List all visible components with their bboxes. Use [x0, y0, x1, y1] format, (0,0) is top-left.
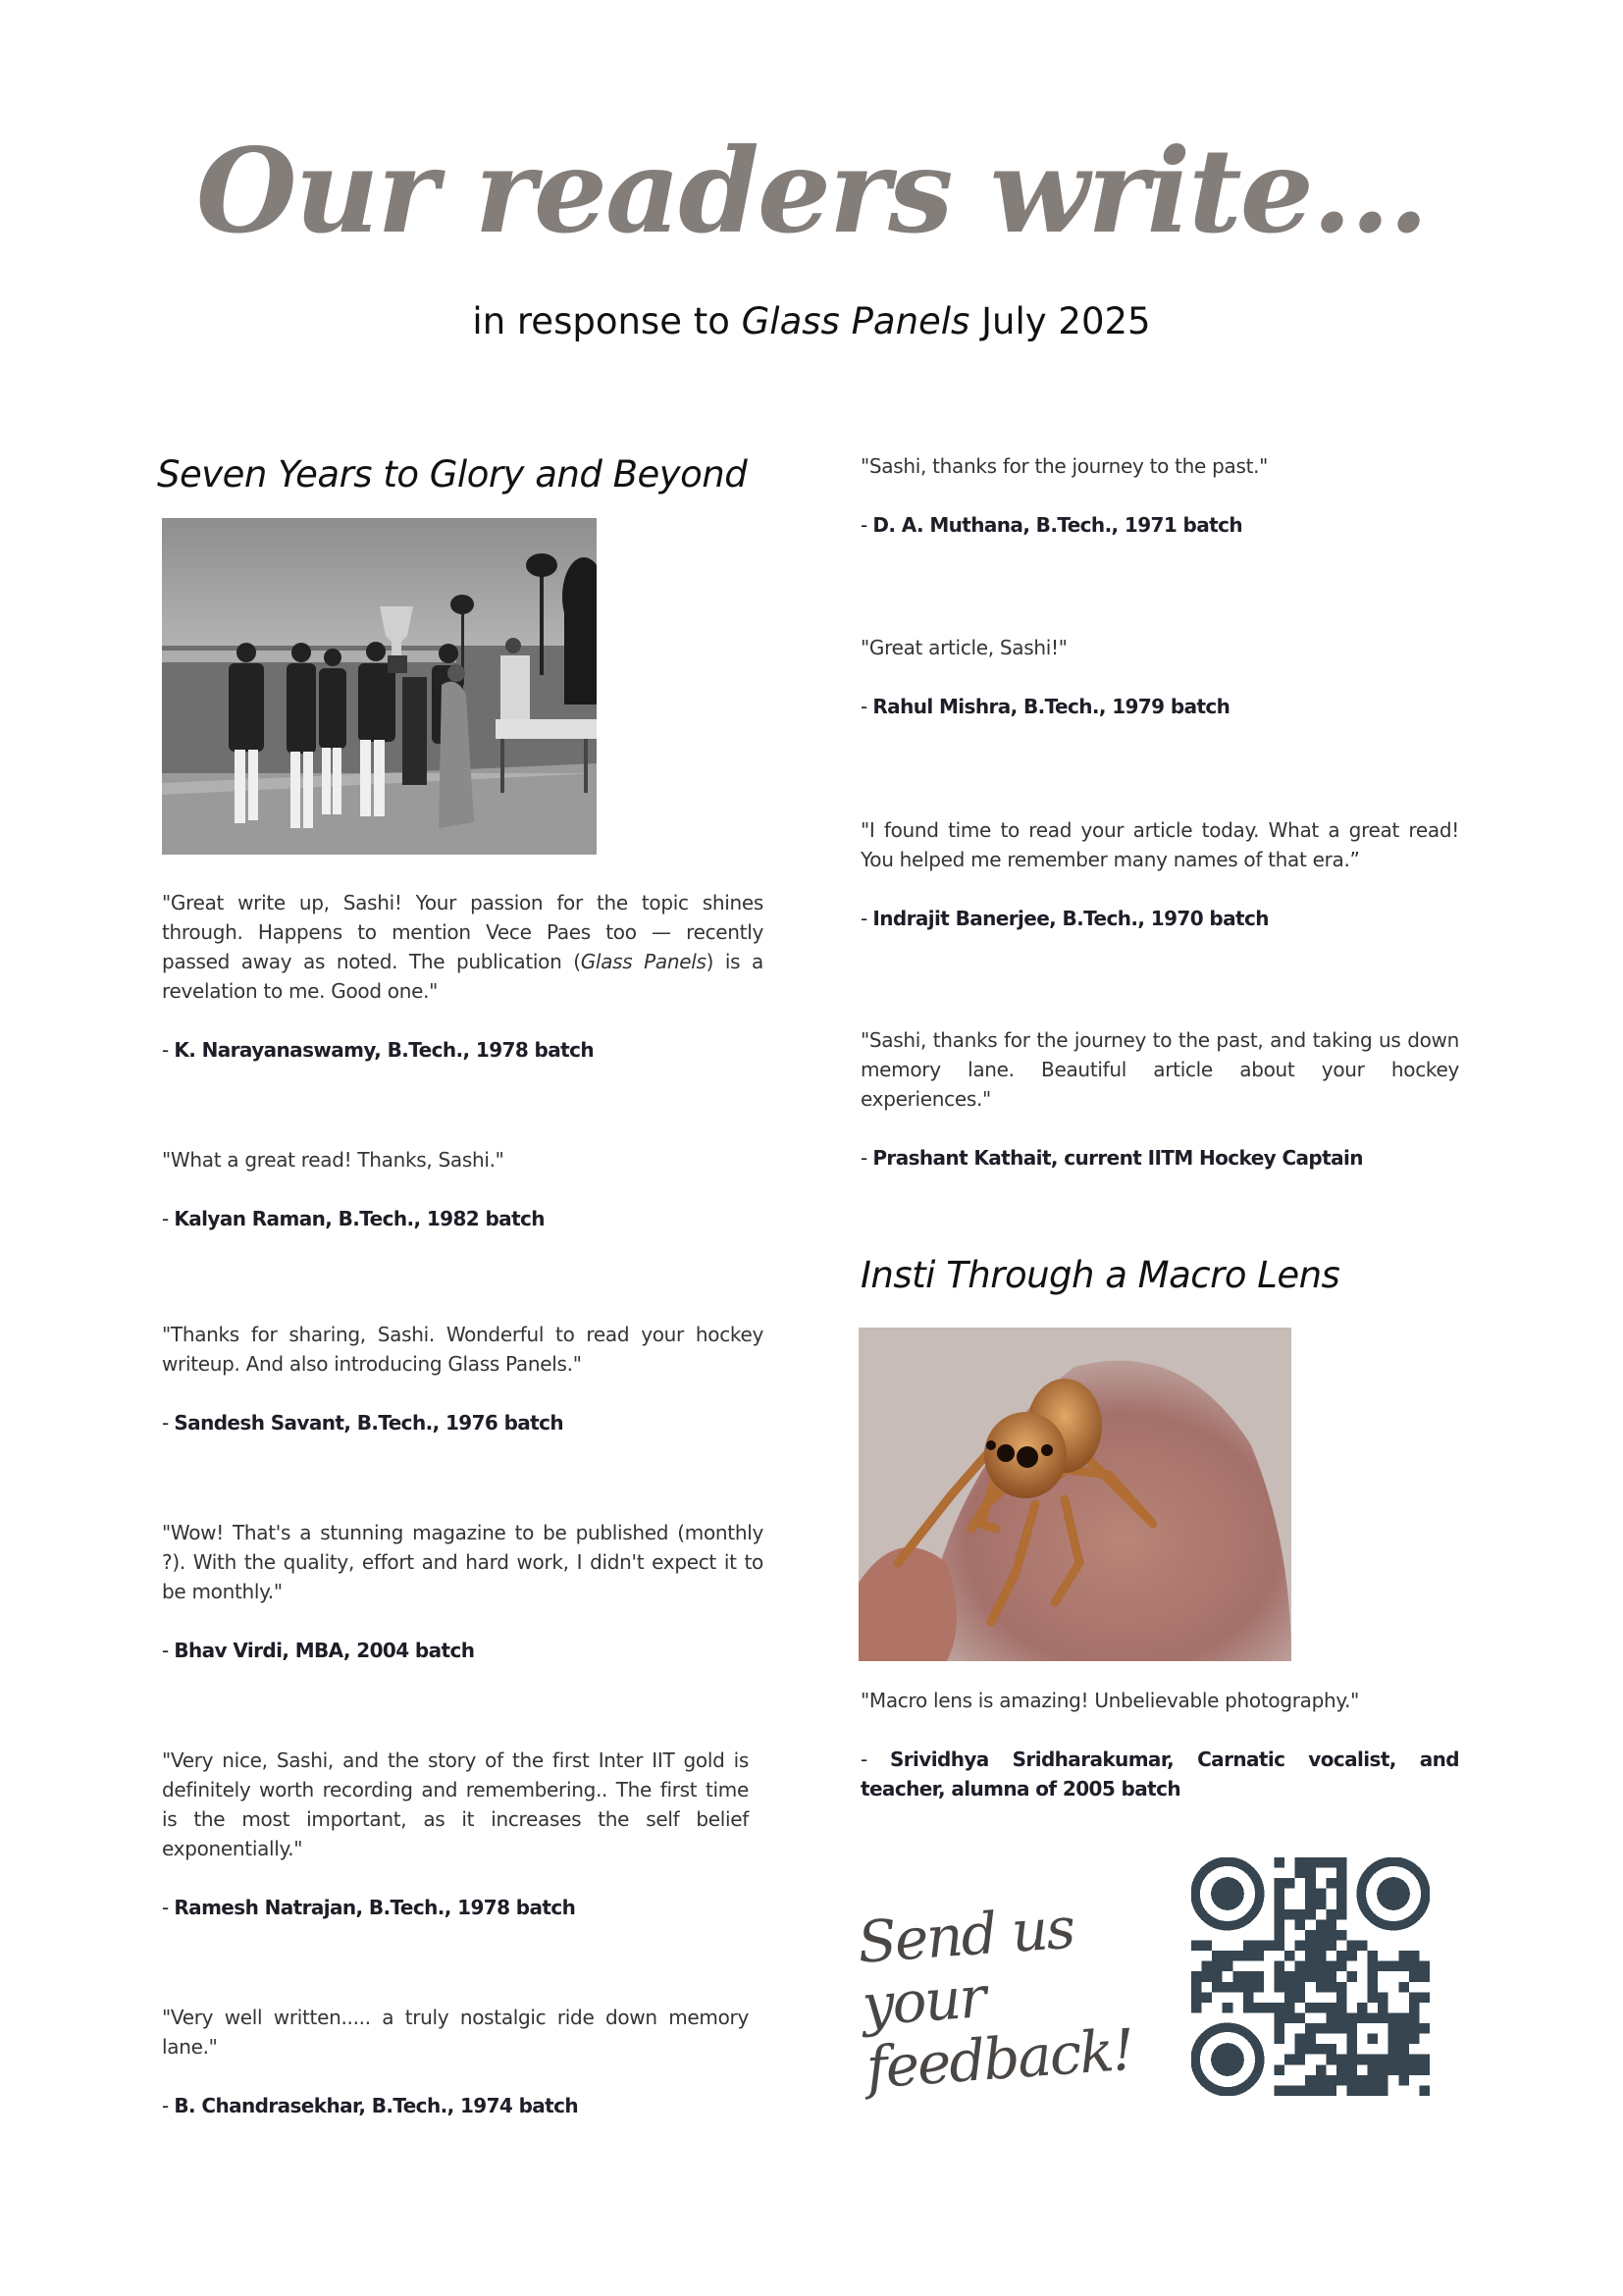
qr-module [1388, 1961, 1399, 1972]
author-name: Srividhya Sridharakumar, Carnatic vocalist, and teacher, alumna of 2005 batch [861, 1748, 1460, 1800]
qr-module [1398, 2044, 1409, 2055]
qr-module [1336, 1982, 1347, 1993]
qr-module [1326, 2012, 1336, 2023]
qr-module [1378, 2003, 1388, 2013]
qr-module [1326, 1941, 1336, 1952]
comment-indrajit-banerjee [861, 815, 1459, 933]
qr-module [1243, 1982, 1254, 1993]
qr-module [1202, 1992, 1213, 2003]
comment-rahul-mishra [861, 633, 1459, 721]
qr-module [1419, 1992, 1430, 2003]
author-name: Prashant Kathait, current IITM Hockey Captain [872, 1146, 1363, 1170]
qr-module [1295, 1941, 1306, 1952]
qr-module [1357, 2085, 1368, 2096]
qr-module [1284, 2085, 1295, 2096]
qr-module [1275, 1878, 1285, 1889]
qr-module [1305, 2085, 1316, 2096]
qr-module [1295, 2012, 1306, 2023]
qr-module [1316, 2075, 1327, 2086]
qr-module [1243, 1941, 1254, 1952]
qr-module [1316, 1961, 1327, 1972]
qr-module [1336, 1992, 1347, 2003]
qr-module [1336, 2064, 1347, 2075]
qr-module [1398, 2075, 1409, 2086]
qr-module [1284, 1982, 1295, 1993]
qr-finder-dot [1377, 1877, 1410, 1910]
qr-module [1264, 2003, 1275, 2013]
qr-module [1275, 1857, 1285, 1868]
qr-module [1305, 1971, 1316, 1982]
qr-module [1253, 1971, 1264, 1982]
qr-module [1409, 1961, 1420, 1972]
subtitle-publication: Glass Panels [741, 300, 970, 342]
qr-module [1316, 1899, 1327, 1909]
qr-module [1409, 2003, 1420, 2013]
qr-code-graphic[interactable] [1191, 1857, 1430, 2096]
qr-module [1275, 2012, 1285, 2023]
qr-module [1316, 2023, 1327, 2034]
qr-module [1305, 1951, 1316, 1961]
comment-author [861, 1745, 1459, 1803]
qr-module [1357, 2075, 1368, 2086]
qr-module [1316, 1951, 1327, 1961]
qr-module [1316, 1930, 1327, 1941]
qr-module [1316, 1971, 1327, 1982]
comment-quote: "Sashi, thanks for the journey to the past." [861, 454, 1269, 478]
qr-module [1409, 2012, 1420, 2023]
qr-module [1275, 1941, 1285, 1952]
qr-module [1284, 1878, 1295, 1889]
author-dash: - [861, 1146, 873, 1170]
qr-module [1378, 1992, 1388, 2003]
qr-module [1336, 1868, 1347, 1879]
qr-module [1275, 1930, 1285, 1941]
qr-module [1191, 1941, 1202, 1952]
author-name: B. Chandrasekhar, B.Tech., 1974 batch [174, 2094, 579, 2117]
feedback-prompt [856, 1890, 1182, 2100]
subtitle-suffix: July 2025 [969, 300, 1151, 342]
qr-module [1295, 1857, 1306, 1868]
qr-module [1398, 1961, 1409, 1972]
qr-module [1275, 2023, 1285, 2034]
qr-module [1305, 1899, 1316, 1909]
page-title: Our readers write... [195, 123, 1428, 259]
qr-module [1295, 2044, 1306, 2055]
qr-module [1378, 2064, 1388, 2075]
qr-module [1419, 2085, 1430, 2096]
qr-module [1409, 2055, 1420, 2065]
qr-module [1223, 2003, 1233, 2013]
author-name: Bhav Virdi, MBA, 2004 batch [174, 1639, 475, 1662]
qr-module [1243, 1992, 1254, 2003]
qr-module [1346, 2075, 1357, 2086]
qr-module [1253, 1941, 1264, 1952]
comment-quote: "Very nice, Sashi, and the story of the first Inter IIT gold is definitely worth recording and remembering.. The first time is the most important, as it increases the self belief exponentially." [162, 1748, 749, 1860]
author-dash: - [861, 513, 873, 537]
comment-srividhya [861, 1686, 1459, 1803]
qr-module [1326, 1857, 1336, 1868]
qr-module [1202, 1971, 1213, 1982]
author-dash: - [162, 1411, 175, 1435]
qr-module [1212, 1951, 1223, 1961]
qr-module [1295, 2055, 1306, 2065]
comment-author [162, 1408, 763, 1437]
qr-module [1191, 1971, 1202, 1982]
comment-ramesh-natrajan [162, 1746, 749, 1922]
qr-alignment-mark [1368, 2034, 1379, 2045]
qr-module [1305, 1930, 1316, 1941]
qr-module [1336, 1889, 1347, 1900]
qr-module [1346, 1951, 1357, 1961]
comment-prashant-kathait [861, 1025, 1459, 1173]
qr-module [1275, 1889, 1285, 1900]
qr-module [1336, 2012, 1347, 2023]
qr-finder-dot [1211, 1877, 1244, 1910]
qr-module [1326, 2003, 1336, 2013]
comment-muthana [861, 451, 1459, 540]
comment-author [162, 1035, 763, 1065]
qr-module [1388, 2064, 1399, 2075]
qr-module [1305, 1868, 1316, 1879]
qr-module [1275, 2034, 1285, 2045]
comment-author [861, 692, 1459, 721]
qr-module [1378, 1961, 1388, 1972]
comment-author [861, 1143, 1459, 1173]
qr-module [1305, 2044, 1316, 2055]
qr-module [1368, 2064, 1379, 2075]
qr-module [1398, 1982, 1409, 1993]
comment-quote: "Wow! That's a stunning magazine to be published (monthly ?). With the quality, effort and hard work, I didn't expect it to be monthly." [162, 1521, 763, 1603]
comment-author [162, 1893, 749, 1922]
qr-module [1275, 1919, 1285, 1930]
qr-module [1305, 1941, 1316, 1952]
qr-module [1295, 2085, 1306, 2096]
quote-text: "Great write up, Sashi! Your passion for the topic shines through. Happens to mention Vece Paes too — recently passed away as noted. The publication ( [162, 891, 763, 973]
qr-module [1419, 2064, 1430, 2075]
author-dash: - [861, 695, 873, 718]
qr-module [1316, 1919, 1327, 1930]
qr-module [1275, 1971, 1285, 1982]
author-dash: - [162, 1207, 175, 1230]
qr-module [1378, 2085, 1388, 2096]
qr-module [1336, 2075, 1347, 2086]
comment-bhav-virdi [162, 1518, 763, 1665]
qr-module [1223, 1961, 1233, 1972]
jumping-spider-photo [859, 1328, 1291, 1661]
qr-module [1232, 1971, 1243, 1982]
qr-module [1346, 1971, 1357, 1982]
qr-module [1326, 2055, 1336, 2065]
qr-module [1419, 2055, 1430, 2065]
qr-module [1275, 1899, 1285, 1909]
qr-module [1295, 1992, 1306, 2003]
qr-module [1223, 1951, 1233, 1961]
author-dash: - [861, 907, 873, 930]
qr-module [1305, 1909, 1316, 1920]
qr-code-icon[interactable] [1191, 1857, 1430, 2096]
comment-sandesh-savant [162, 1320, 763, 1437]
author-dash: - [162, 1896, 175, 1919]
qr-module [1368, 1982, 1379, 1993]
qr-module [1284, 2055, 1295, 2065]
subtitle-prefix: in response to [472, 300, 742, 342]
qr-module [1275, 2003, 1285, 2013]
qr-module [1284, 2012, 1295, 2023]
qr-module [1191, 2003, 1202, 2013]
qr-module [1409, 1992, 1420, 2003]
qr-module [1398, 2023, 1409, 2034]
qr-module [1398, 2034, 1409, 2045]
qr-module [1336, 1961, 1347, 1972]
qr-module [1212, 1971, 1223, 1982]
qr-module [1357, 1941, 1368, 1952]
qr-module [1295, 1982, 1306, 1993]
qr-module [1336, 1899, 1347, 1909]
qr-module [1223, 1982, 1233, 1993]
qr-module [1275, 1982, 1285, 1993]
qr-module [1336, 1951, 1347, 1961]
qr-module [1398, 2064, 1409, 2075]
author-dash: - [162, 1639, 175, 1662]
qr-module [1295, 1868, 1306, 1879]
section-heading-macro-lens: Insti Through a Macro Lens [861, 1254, 1340, 1296]
qr-module [1316, 1941, 1327, 1952]
comment-quote: "I found time to read your article today. What a great read! You helped me remember many names of that era.” [861, 818, 1459, 871]
qr-module [1368, 2085, 1379, 2096]
qr-module [1368, 1992, 1379, 2003]
qr-module [1316, 2064, 1327, 2075]
qr-module [1253, 1951, 1264, 1961]
qr-module [1295, 1919, 1306, 1930]
quote-publication: Glass Panels [580, 950, 707, 973]
qr-module [1316, 1889, 1327, 1900]
author-name: Kalyan Raman, B.Tech., 1982 batch [174, 1207, 545, 1230]
hockey-photo-illustration [162, 518, 597, 855]
spider-photo-illustration [859, 1328, 1291, 1661]
qr-module [1305, 2023, 1316, 2034]
comment-quote: "Very well written..... a truly nostalgic ride down memory lane." [162, 2006, 749, 2059]
qr-module [1368, 2075, 1379, 2086]
comment-author [861, 510, 1459, 540]
qr-module [1346, 2064, 1357, 2075]
qr-module [1232, 1982, 1243, 1993]
feedback-line-1: Send us your [855, 1894, 1076, 2039]
qr-module [1368, 1961, 1379, 1972]
qr-module [1326, 2085, 1336, 2096]
qr-module [1326, 1919, 1336, 1930]
author-dash: - [162, 1038, 175, 1062]
qr-module [1326, 1878, 1336, 1889]
qr-module [1409, 2034, 1420, 2045]
comment-quote: "Macro lens is amazing! Unbelievable photography." [861, 1689, 1360, 1712]
qr-module [1316, 2044, 1327, 2055]
author-name: K. Narayanaswamy, B.Tech., 1978 batch [174, 1038, 594, 1062]
qr-module [1212, 1961, 1223, 1972]
qr-module [1336, 1909, 1347, 1920]
qr-module [1305, 2034, 1316, 2045]
author-name: Indrajit Banerjee, B.Tech., 1970 batch [872, 907, 1269, 930]
qr-module [1295, 1971, 1306, 1982]
page-subtitle [0, 297, 1623, 346]
qr-module [1409, 2023, 1420, 2034]
qr-module [1202, 1961, 1213, 1972]
qr-module [1398, 2012, 1409, 2023]
author-dash: - [861, 1748, 890, 1771]
qr-module [1336, 1878, 1347, 1889]
qr-module [1336, 1857, 1347, 1868]
comment-author [861, 904, 1459, 933]
qr-module [1305, 2075, 1316, 2086]
hockey-team-trophy-photo [162, 518, 597, 855]
qr-module [1326, 1961, 1336, 1972]
qr-module [1232, 1951, 1243, 1961]
comment-author [162, 1204, 763, 1233]
qr-module [1326, 2044, 1336, 2055]
qr-module [1398, 1951, 1409, 1961]
comment-author [162, 2091, 749, 2120]
qr-module [1409, 1951, 1420, 1961]
qr-module [1316, 1857, 1327, 1868]
qr-module [1336, 1930, 1347, 1941]
qr-module [1336, 2023, 1347, 2034]
qr-module [1191, 1992, 1202, 2003]
qr-module [1305, 1857, 1316, 1868]
qr-module [1419, 2023, 1430, 2034]
qr-module [1253, 1982, 1264, 1993]
qr-module [1284, 2003, 1295, 2013]
qr-module [1295, 1909, 1306, 1920]
qr-module [1378, 2075, 1388, 2086]
qr-module [1212, 1982, 1223, 1993]
qr-module [1284, 1992, 1295, 2003]
qr-module [1326, 1971, 1336, 1982]
qr-module [1336, 2055, 1347, 2065]
qr-module [1326, 1982, 1336, 1993]
qr-module [1419, 1961, 1430, 1972]
qr-module [1368, 1951, 1379, 1961]
qr-module [1326, 2023, 1336, 2034]
qr-module [1264, 1941, 1275, 1952]
qr-module [1368, 1971, 1379, 1982]
qr-module [1305, 1889, 1316, 1900]
qr-module [1357, 2003, 1368, 2013]
qr-module [1326, 1909, 1336, 1920]
author-name: Ramesh Natrajan, B.Tech., 1978 batch [174, 1896, 576, 1919]
qr-module [1243, 1971, 1254, 1982]
feedback-line-2: feedback! [864, 2015, 1135, 2102]
qr-module [1346, 1941, 1357, 1952]
qr-module [1243, 2003, 1254, 2013]
qr-finder-dot [1211, 2043, 1244, 2076]
qr-module [1409, 2064, 1420, 2075]
qr-module [1253, 2003, 1264, 2013]
qr-module [1275, 1961, 1285, 1972]
author-name: D. A. Muthana, B.Tech., 1971 batch [872, 513, 1243, 537]
qr-module [1305, 2003, 1316, 2013]
comment-quote: "Great article, Sashi!" [861, 636, 1068, 659]
author-name: Sandesh Savant, B.Tech., 1976 batch [174, 1411, 564, 1435]
qr-module [1419, 1971, 1430, 1982]
qr-module [1284, 1909, 1295, 1920]
qr-module [1243, 1951, 1254, 1961]
qr-module [1284, 1971, 1295, 1982]
qr-module [1284, 1951, 1295, 1961]
qr-module [1316, 2003, 1327, 2013]
qr-module [1275, 2085, 1285, 2096]
comment-narayanaswamy [162, 888, 763, 1065]
author-dash: - [162, 2094, 175, 2117]
comment-quote: "Sashi, thanks for the journey to the past, and taking us down memory lane. Beautiful article about your hockey experiences." [861, 1028, 1459, 1111]
qr-module [1305, 1878, 1316, 1889]
comment-quote [162, 888, 763, 1006]
qr-module [1316, 1982, 1327, 1993]
qr-module [1336, 2003, 1347, 2013]
comment-kalyan-raman [162, 1145, 763, 1233]
comment-quote: "Thanks for sharing, Sashi. Wonderful to read your hockey writeup. And also introducing Glass Panels." [162, 1323, 763, 1376]
qr-module [1295, 1961, 1306, 1972]
qr-module [1202, 1941, 1213, 1952]
qr-module [1398, 2055, 1409, 2065]
qr-module [1326, 2075, 1336, 2086]
section-heading-seven-years: Seven Years to Glory and Beyond [157, 453, 748, 496]
qr-module [1326, 1930, 1336, 1941]
qr-module [1316, 2085, 1327, 2096]
qr-module [1305, 1961, 1316, 1972]
comment-author [162, 1636, 763, 1665]
quote-text: ) is a revelation to me. Good one." [162, 950, 763, 1003]
comment-quote: "What a great read! Thanks, Sashi." [162, 1148, 504, 1172]
qr-module [1295, 2034, 1306, 2045]
qr-module [1191, 1982, 1202, 1993]
qr-module [1275, 2064, 1285, 2075]
author-name: Rahul Mishra, B.Tech., 1979 batch [872, 695, 1230, 718]
qr-module [1409, 1971, 1420, 1982]
comment-chandrasekhar [162, 2003, 749, 2120]
qr-module [1346, 2085, 1357, 2096]
qr-module [1275, 1909, 1285, 1920]
